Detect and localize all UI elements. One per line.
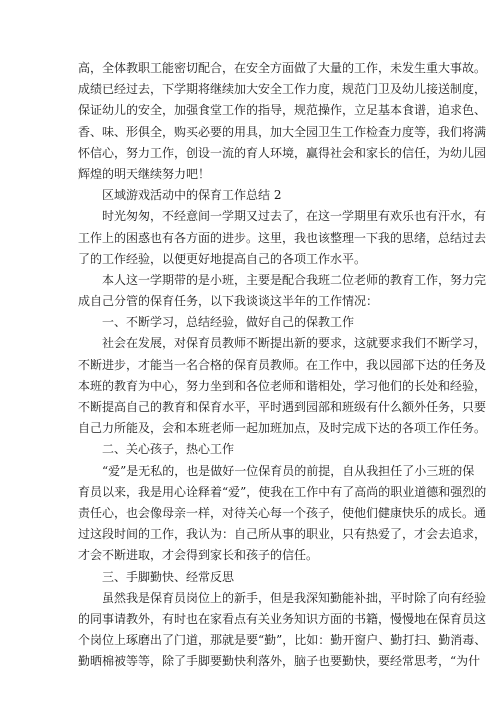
text-line: 本班的教育为中心，努力坐到和各位老师和谐相处，学习他们的长处和经验，	[78, 378, 487, 393]
text-line: 高，全体教职工能密切配合，在安全方面做了大量的工作，未发生重大事故。	[78, 61, 487, 75]
text-line: 本人这一学期带的是小班，主要是配合我班二位老师的教育工作，努力完	[102, 272, 487, 287]
text-line: 工作上的困惑也有各方面的进步。这里，我也该整理一下我的思绪，总结过去	[78, 230, 487, 245]
section-title: 区域游戏活动中的保育工作总结 2	[102, 188, 282, 203]
text-line: 虽然我是保育员岗位上的新手，但是我深知勤能补拙，平时除了向有经验	[102, 590, 487, 605]
text-line: 责任心，也会像母亲一样，对待关心每一个孩子，使他们健康快乐的成长。通	[78, 505, 487, 520]
text-line: 不断进步，才能当一名合格的保育员教师。在工作中，我以园部下达的任务及	[78, 357, 487, 372]
text-line: 保证幼儿的安全，加强食堂工作的指导，规范操作，立足基本食谱，追求色、	[78, 103, 487, 118]
text-line: 香、味、形俱全，购买必要的用具，加大全园卫生工作检查力度等，我们将满	[78, 124, 487, 139]
section-heading: 三、手脚勤快、经常反思	[102, 569, 235, 584]
section-heading: 二、关心孩子，热心工作	[102, 442, 235, 457]
section-heading: 一、不断学习，总结经验，做好自己的保教工作	[102, 315, 355, 330]
text-line: 怀信心，努力工作，创设一流的育人环境，赢得社会和家长的信任，为幼儿园	[78, 145, 487, 160]
text-line: 勤晒棉被等等，除了手脚要勤快利落外，脑子也要勤快，要经常思考，“为什	[78, 654, 481, 669]
text-line: 才会不断进取，才会得到家长和孩子的信任。	[78, 548, 319, 563]
text-line: 辉煌的明天继续努力吧！	[78, 166, 211, 181]
text-line: 过这段时间的工作，我认为：自己所从事的职业，只有热爱了，才会去追求，	[78, 527, 487, 542]
text-line: 了的工作经验，以便更好地提高自己的各项工作水平。	[78, 251, 367, 266]
text-line: 个岗位上琢磨出了门道，那就是要“勤”，比如：勤开窗户、勤打扫、勤消毒、	[78, 633, 487, 648]
text-line: 不断提高自己的教育和保育水平，平时遇到园部和班级有什么额外任务，只要	[78, 400, 487, 414]
text-line: 成自己分管的保育任务，以下我谈谈这半年的工作情况：	[78, 294, 379, 309]
text-line: “爱”是无私的，也是做好一位保育员的前提，自从我担任了小三班的保	[102, 463, 475, 478]
text-line: 自己力所能及，会和本班老师一起加班加点，及时完成下达的各项工作任务。	[78, 421, 487, 436]
text-line: 的同事请教外，有时也在家看点有关业务知识方面的书籍，慢慢地在保育员这	[78, 611, 487, 626]
text-line: 成绩已经过去，下学期将继续加大安全工作力度，规范门卫及幼儿接送制度，	[78, 82, 487, 97]
text-line: 育员以来，我是用心诠释着“爱”，使我在工作中有了高尚的职业道德和强烈的	[78, 484, 487, 499]
document-page	[78, 58, 487, 672]
text-line: 社会在发展，对保育员教师不断提出新的要求，这就要求我们不断学习，	[102, 336, 487, 351]
text-line: 时光匆匆，不经意间一学期又过去了，在这一学期里有欢乐也有汗水，有	[102, 209, 487, 224]
